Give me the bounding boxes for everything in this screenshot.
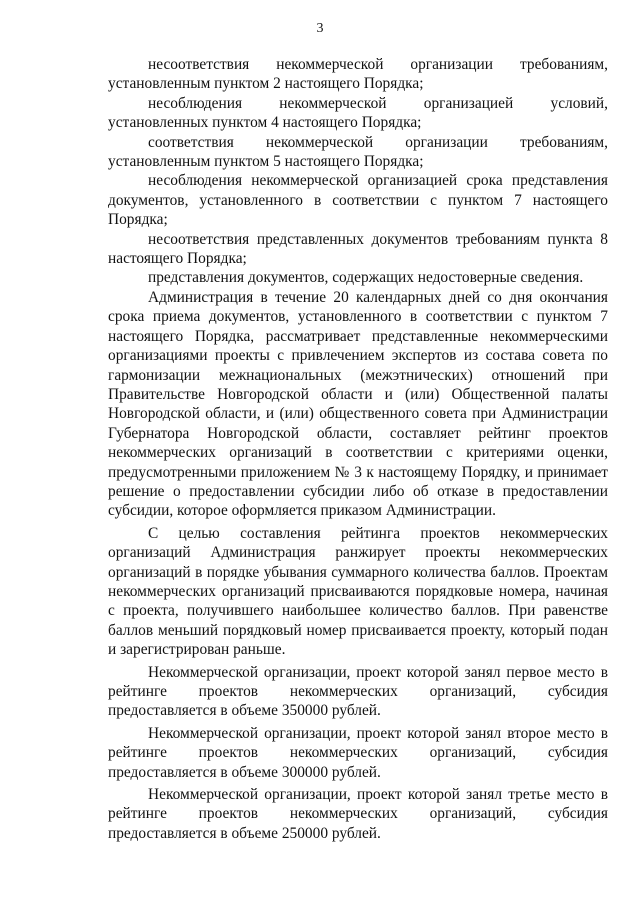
page-number: 3: [316, 21, 324, 36]
paragraph-item-4: несоблюдения некоммерческой организацией срока представления документов, установленного в соответствии с пунктом 7 настоящего Порядка;: [108, 172, 608, 229]
paragraph-second-place: Некоммерческой организации, проект которой занял второе место в рейтинге проектов некоммерческих организаций, субсидия предоставляется в объеме 300000 рублей.: [108, 724, 608, 781]
paragraph-item-3: соответствия некоммерческой организации требованиям, установленным пунктом 5 настоящего Порядка;: [108, 133, 608, 171]
paragraph-third-place: Некоммерческой организации, проект которой занял третье место в рейтинге проектов некоммерческих организаций, субсидия предоставляется в объеме 250000 рублей.: [108, 786, 608, 842]
paragraph-first-place: Некоммерческой организации, проект которой занял первое место в рейтинге проектов некоммерческих организаций, субсидия предоставляется в объеме 350000 рублей.: [108, 663, 608, 720]
paragraph-item-2: несоблюдения некоммерческой организацией условий, установленных пунктом 4 настоящего Порядка;: [108, 94, 608, 132]
document-body: [108, 55, 608, 843]
paragraph-review-procedure: Администрация в течение 20 календарных дней со дня окончания срока приема документов, установленного в соответствии с пунктом 7 настоящего Порядка, рассматривает представленные некоммерческими организациями проекты с привлечением экспертов из состава совета по гармонизации межнациональных (межэтнических) отношений при Правительстве Новгородской области и (или) Общественной палаты Новгородской области, и (или) общественного совета при Администрации Губернатора Новгородской области, составляет рейтинг проектов некоммерческих организаций в соответствии с критериями оценки, предусмотренными приложением № 3 к настоящему Порядку, и принимает решение о предоставлении субсидии либо об отказе в предоставлении субсидии, которое оформляется приказом Администрации.: [108, 288, 608, 520]
paragraph-ranking: С целью составления рейтинга проектов некоммерческих организаций Администрация ранжирует проекты некоммерческих организаций в порядке убывания суммарного количества баллов. Проектам некоммерческих организаций присваиваются порядковые номера, начиная с проекта, получившего наибольшее количество баллов. При равенстве баллов меньший порядковый номер присваивается проекту, который подан и зарегистрирован раньше.: [108, 524, 608, 659]
paragraph-item-5: несоответствия представленных документов требованиям пункта 8 настоящего Порядка;: [108, 230, 608, 268]
paragraph-item-6: представления документов, содержащих недостоверные сведения.: [148, 269, 584, 287]
paragraph-item-1: несоответствия некоммерческой организации требованиям, установленным пунктом 2 настоящего Порядка;: [108, 56, 608, 93]
